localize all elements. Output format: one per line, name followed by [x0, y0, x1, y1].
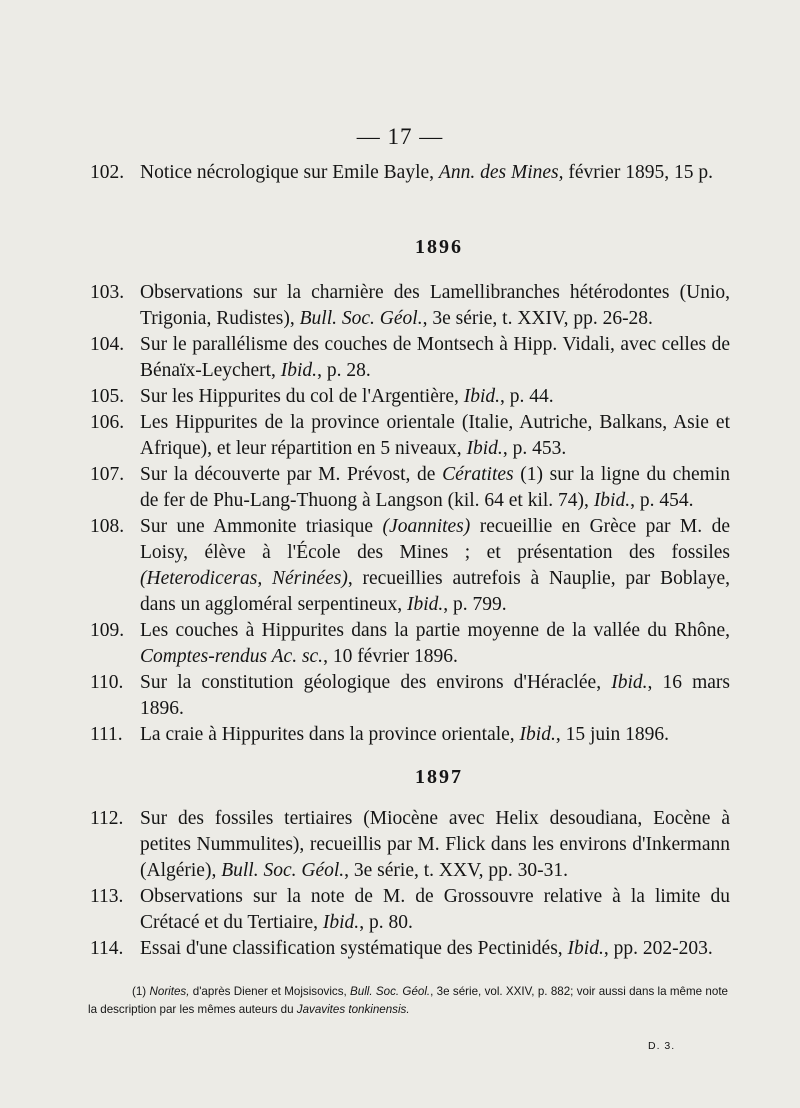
entries-1897: [90, 806, 730, 962]
bibliography-entry: [90, 462, 730, 514]
entry-text-run: Sur une Ammonite triasique: [140, 516, 383, 537]
entry-text-run: Notice nécrologique sur Emile Bayle,: [140, 162, 439, 183]
entry-number: 113.: [90, 886, 124, 907]
citation-italic: Norites,: [149, 985, 190, 998]
entry-text-run: La craie à Hippurites dans la province orientale,: [140, 724, 520, 745]
bibliography-entry: [90, 384, 730, 410]
citation-italic: Ibid.: [519, 724, 556, 745]
entry-text-run: (1) sur la ligne du chemin de fer de Phu-Lang-Thuong à Langson (kil. 64 et kil. 74),: [140, 464, 731, 511]
entry-number: 106.: [90, 412, 125, 433]
entry-text-run: Les Hippurites de la province orientale (Italie, Autriche, Balkans, Asie et Afrique), et leur répartition en 5 niveaux,: [140, 412, 730, 459]
entry-number: 105.: [90, 386, 125, 407]
entry-text-run: Observations sur la charnière des Lamellibranches hétérodontes (Unio, Trigonia, Rudistes),: [140, 282, 730, 329]
citation-italic: (Joannites): [382, 516, 471, 537]
year-heading-1896: [90, 236, 730, 259]
entry-text-run: février 1895, 15 p.: [563, 162, 713, 183]
entries-1896: [90, 280, 730, 748]
citation-italic: Ibid.: [593, 490, 631, 511]
bibliography-entry: [90, 884, 730, 936]
citation-italic: Bull. Soc. Géol.: [221, 860, 345, 881]
entry-text-run: recueillie en Grèce par M. de Loisy, élève à l'École des Mines ; et présentation des fossiles: [140, 516, 730, 563]
entry-number: 109.: [90, 620, 125, 641]
entry-text-run: Sur des fossiles tertiaires (Miocène avec Helix desoudiana, Eocène à petites Nummulites), recueillis par M. Flick dans les environs d'Inkermann (Algérie),: [140, 808, 730, 881]
bibliography-entry: [90, 936, 730, 962]
citation-italic: Cératites: [442, 464, 514, 485]
entry-text-run: Essai d'une classification systématique des Pectinidés,: [140, 938, 568, 959]
entry-text-run: , 3e série, vol. XXIV, p. 882; voir aussi dans la même note la description par les mêmes auteurs du: [88, 985, 728, 1016]
entry-text-run: Sur la découverte par M. Prévost, de: [140, 464, 443, 485]
signature-mark: D. 3.: [648, 1040, 676, 1052]
entry-text-run: d'après Diener et Mojsisovics,: [189, 985, 351, 998]
page-number: — 17 —: [356, 124, 444, 149]
entry-number: 104.: [90, 334, 125, 355]
entry-text-run: , 10 février 1896.: [323, 646, 458, 667]
entry-text-run: , p. 44.: [500, 386, 554, 407]
entry-text-run: , 15 juin 1896.: [555, 724, 670, 745]
citation-italic: (Heterodiceras, Nérinées): [140, 568, 348, 589]
entry-text-run: (1): [132, 985, 150, 998]
entry-text-run: , pp. 202-203.: [603, 938, 713, 959]
year-heading-1897: [90, 766, 730, 789]
bibliography-entry: [90, 722, 730, 748]
entry-number: 111.: [90, 724, 123, 745]
entry-text-run: , p. 799.: [443, 594, 507, 615]
citation-italic: Ibid.: [463, 386, 501, 407]
citation-italic: Comptes-rendus Ac. sc.: [140, 646, 324, 667]
citation-italic: Javavites tonkinensis.: [296, 1003, 410, 1016]
entry-text-run: , p. 453.: [502, 438, 567, 459]
citation-italic: Bull. Soc. Géol.: [299, 308, 423, 329]
entry-text-run: , recueillies autrefois à Nauplie, par Boblaye, dans un aggloméral serpentineux,: [140, 568, 730, 615]
entry-text-run: , 3e série, t. XXIV, pp. 26-28.: [422, 308, 653, 329]
entries-top: [90, 160, 730, 186]
entry-number: 108.: [90, 516, 125, 537]
entry-text-run: , p. 454.: [630, 490, 694, 511]
citation-italic: Ibid.: [466, 438, 503, 459]
year-1897: 1897: [415, 766, 463, 788]
entry-text-run: , p. 28.: [317, 360, 371, 381]
entry-text-run: , 16 mars 1896.: [140, 672, 730, 719]
bibliography-entry: [90, 670, 730, 722]
year-1896: 1896: [415, 236, 463, 258]
entry-text-run: Observations sur la note de M. de Grossouvre relative à la limite du Crétacé et du Tertiaire,: [140, 886, 730, 933]
entry-text-run: Sur les Hippurites du col de l'Argentière,: [140, 386, 464, 407]
entry-text-run: , p. 80.: [359, 912, 413, 933]
citation-italic: Bull. Soc. Géol.: [350, 985, 431, 998]
entry-text-run: Sur le parallélisme des couches de Montsech à Hipp. Vidali, avec celles de Bénaïx-Leychert,: [140, 334, 730, 381]
bibliography-entry: [90, 280, 730, 332]
citation-italic: Ibid.: [406, 594, 444, 615]
entry-number: 114.: [90, 938, 124, 959]
entry-number: 102.: [90, 162, 125, 183]
citation-italic: Ibid.: [611, 672, 648, 693]
bibliography-entry: [90, 618, 730, 670]
entry-text-run: Les couches à Hippurites dans la partie moyenne de la vallée du Rhône,: [140, 620, 730, 641]
entry-number: 112.: [90, 808, 124, 829]
bibliography-entry: [90, 514, 730, 618]
citation-italic: Ibid.: [322, 912, 360, 933]
citation-italic: Ibid.: [280, 360, 318, 381]
entry-number: 110.: [90, 672, 124, 693]
citation-italic: Ann. des Mines,: [438, 162, 564, 183]
bibliography-entry: [90, 160, 730, 186]
entry-number: 107.: [90, 464, 125, 485]
footnote: [88, 983, 728, 1019]
entry-text-run: Sur la constitution géologique des environs d'Héraclée,: [140, 672, 612, 693]
bibliography-entry: [90, 410, 730, 462]
bibliography-entry: [90, 806, 730, 884]
entry-number: 103.: [90, 282, 125, 303]
citation-italic: Ibid.: [567, 938, 604, 959]
bibliography-entry: [90, 332, 730, 384]
entry-text-run: , 3e série, t. XXV, pp. 30-31.: [344, 860, 569, 881]
